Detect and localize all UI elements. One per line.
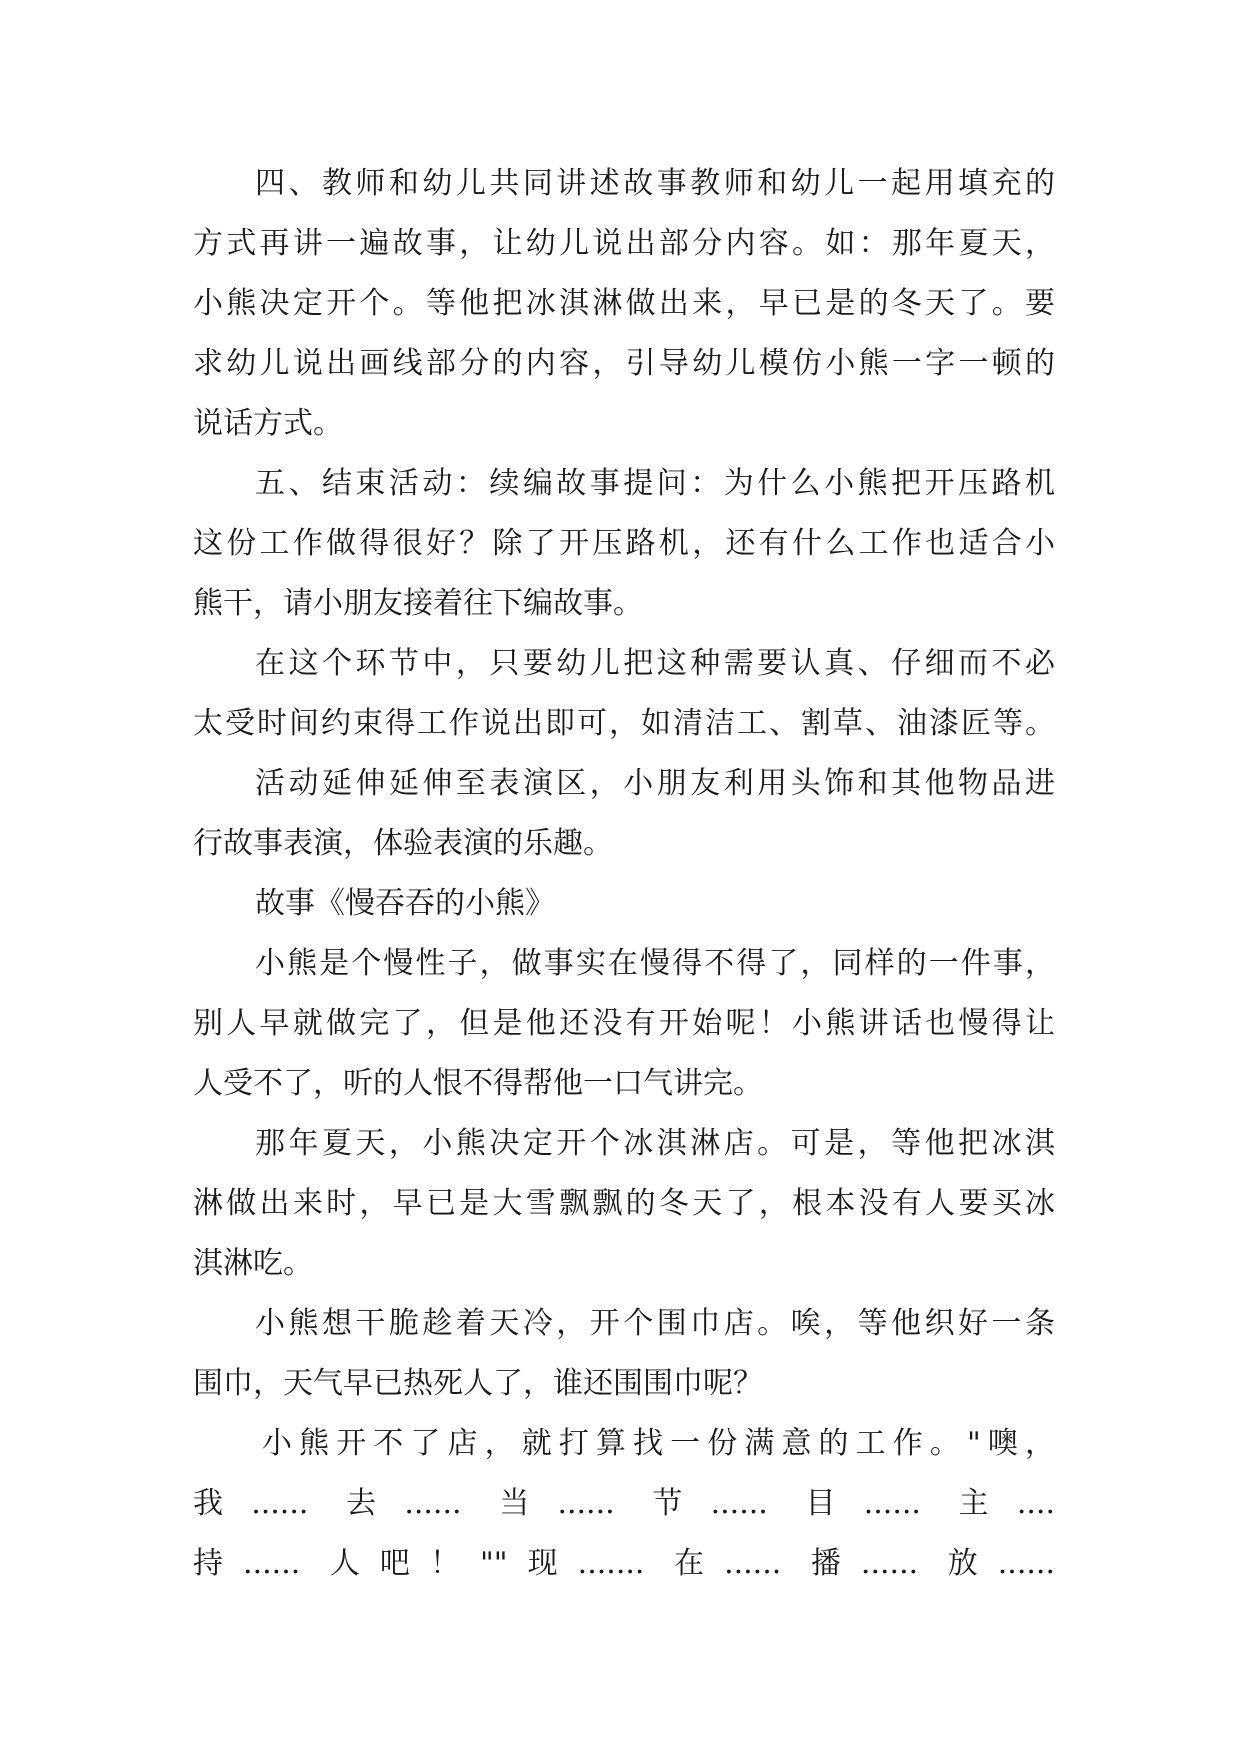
story-paragraph-1-line-1: 小熊是个慢性子，做事实在慢得不得了，同样的一件事， — [255, 946, 1055, 981]
paragraph-4-line-1: 四、教师和幼儿共同讲述故事教师和幼儿一起用填充的 — [255, 166, 1055, 201]
story-paragraph-3-line-2: 围巾，天气早已热死人了，谁还围围巾呢？ — [193, 1366, 763, 1401]
paragraph-6-line-2: 太受时间约束得工作说出即可，如清洁工、割草、油漆匠等。 — [193, 706, 1055, 741]
story-paragraph-1-line-2: 别人早就做完了，但是他还没有开始呢！小熊讲话也慢得让 — [193, 1006, 1055, 1041]
story-paragraph-2-line-1: 那年夏天，小熊决定开个冰淇淋店。可是，等他把冰淇 — [255, 1126, 1055, 1161]
story-paragraph-4-line-2: 我...... 去...... 当...... 节...... 目...... 主.... — [193, 1486, 1055, 1521]
story-paragraph-1-line-3: 人受不了，听的人恨不得帮他一口气讲完。 — [193, 1066, 763, 1101]
paragraph-6-line-1: 在这个环节中，只要幼儿把这种需要认真、仔细而不必 — [255, 646, 1055, 681]
paragraph-5-line-2: 这份工作做得很好？除了开压路机，还有什么工作也适合小 — [193, 526, 1055, 561]
paragraph-7-line-2: 行故事表演，体验表演的乐趣。 — [193, 826, 613, 861]
paragraph-7-line-1: 活动延伸延伸至表演区，小朋友利用头饰和其他物品进 — [255, 766, 1055, 801]
story-paragraph-2-line-3: 淇淋吃。 — [193, 1246, 313, 1281]
paragraph-5-line-3: 熊干，请小朋友接着往下编故事。 — [193, 586, 643, 621]
paragraph-4-line-3: 小熊决定开个。等他把冰淇淋做出来，早已是的冬天了。要 — [193, 286, 1055, 321]
paragraph-4-line-4: 求幼儿说出画线部分的内容，引导幼儿模仿小熊一字一顿的 — [193, 346, 1055, 381]
story-title: 故事《慢吞吞的小熊》 — [255, 886, 555, 921]
paragraph-4-line-2: 方式再讲一遍故事，让幼儿说出部分内容。如：那年夏天， — [193, 226, 1055, 261]
paragraph-5-line-1: 五、结束活动：续编故事提问：为什么小熊把开压路机 — [255, 466, 1055, 501]
paragraph-4-line-5: 说话方式。 — [193, 406, 343, 441]
story-paragraph-3-line-1: 小熊想干脆趁着天冷，开个围巾店。唉，等他织好一条 — [255, 1306, 1055, 1341]
story-paragraph-4-line-3: 持...... 人吧！""现....... 在...... 播...... 放...... — [193, 1546, 1055, 1581]
story-paragraph-4-line-1: 小熊开不了店，就打算找一份满意的工作。"噢， — [262, 1426, 1055, 1461]
story-paragraph-2-line-2: 淋做出来时，早已是大雪飘飘的冬天了，根本没有人要买冰 — [193, 1186, 1055, 1221]
